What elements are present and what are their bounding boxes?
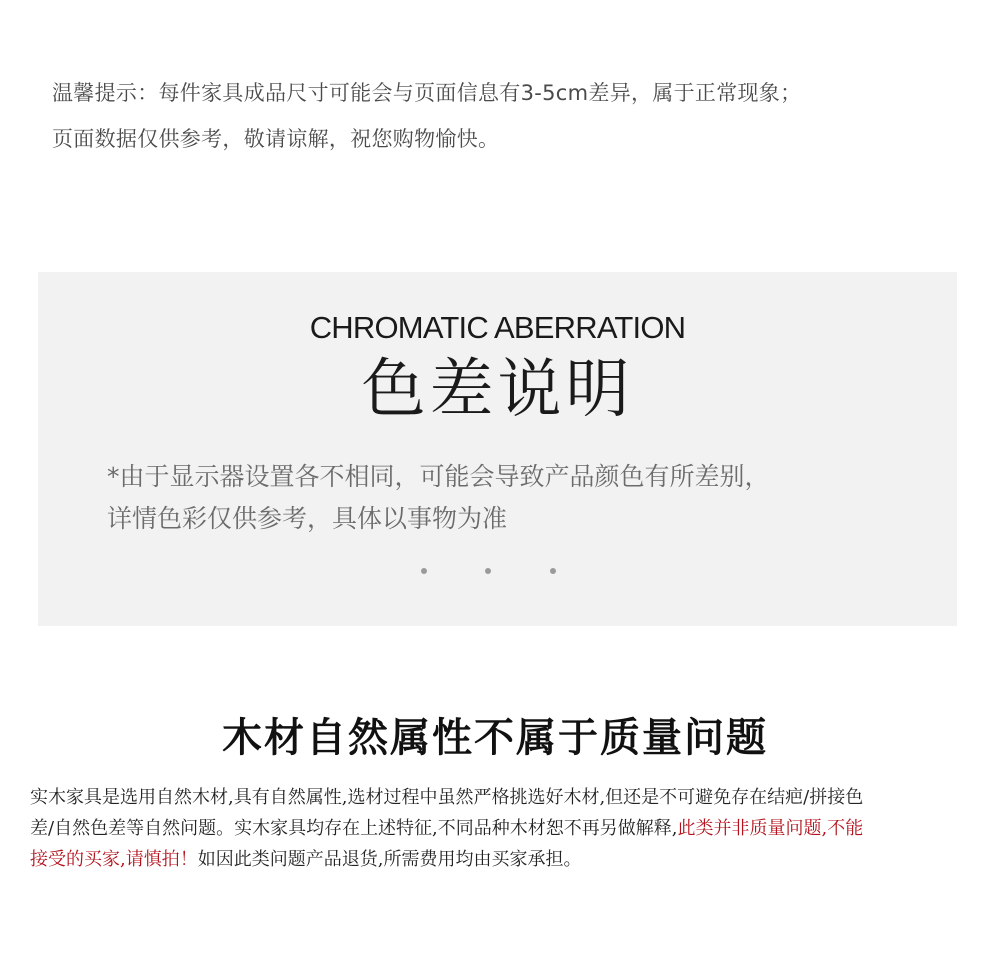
size-notice [52, 70, 952, 162]
size-notice-line-2: 页面数据仅供参考，敬请谅解，祝您购物愉快。 [52, 127, 500, 151]
wood-description-line-1: 实木家具是选用自然木材,具有自然属性,选材过程中虽然严格挑选好木材,但还是不可避免存在结疤/拼接色 [30, 787, 864, 808]
chromatic-description [107, 456, 907, 540]
wood-description-line-2 [30, 813, 962, 844]
wood-property-description [30, 782, 962, 875]
wood-return-policy-text: 如因此类问题产品退货,所需费用均由买家承担。 [197, 849, 582, 870]
chromatic-title-cn: 色差说明 [361, 353, 634, 427]
dot-icon [485, 568, 491, 574]
wood-property-title: 木材自然属性不属于质量问题 [222, 714, 768, 761]
chromatic-description-line-1: *由于显示器设置各不相同，可能会导致产品颜色有所差别， [107, 462, 770, 491]
chromatic-description-line-2: 详情色彩仅供参考，具体以事物为准 [107, 504, 508, 533]
wood-warning-text: 接受的买家,请慎拍！ [30, 849, 198, 870]
chromatic-aberration-panel [38, 272, 957, 626]
chromatic-title-en: CHROMATIC ABERRATION [309, 310, 686, 345]
dot-icon [421, 568, 427, 574]
dot-icon [550, 568, 556, 574]
size-notice-line-1: 温馨提示：每件家具成品尺寸可能会与页面信息有3-5cm差异，属于正常现象； [52, 81, 802, 105]
wood-description-line-3 [30, 844, 962, 875]
decorative-dots [38, 568, 957, 578]
wood-warning-text: 此类并非质量问题,不能 [677, 818, 864, 839]
wood-description-text: 差/自然色差等自然问题。实木家具均存在上述特征,不同品种木材恕不再另做解释, [30, 818, 678, 839]
